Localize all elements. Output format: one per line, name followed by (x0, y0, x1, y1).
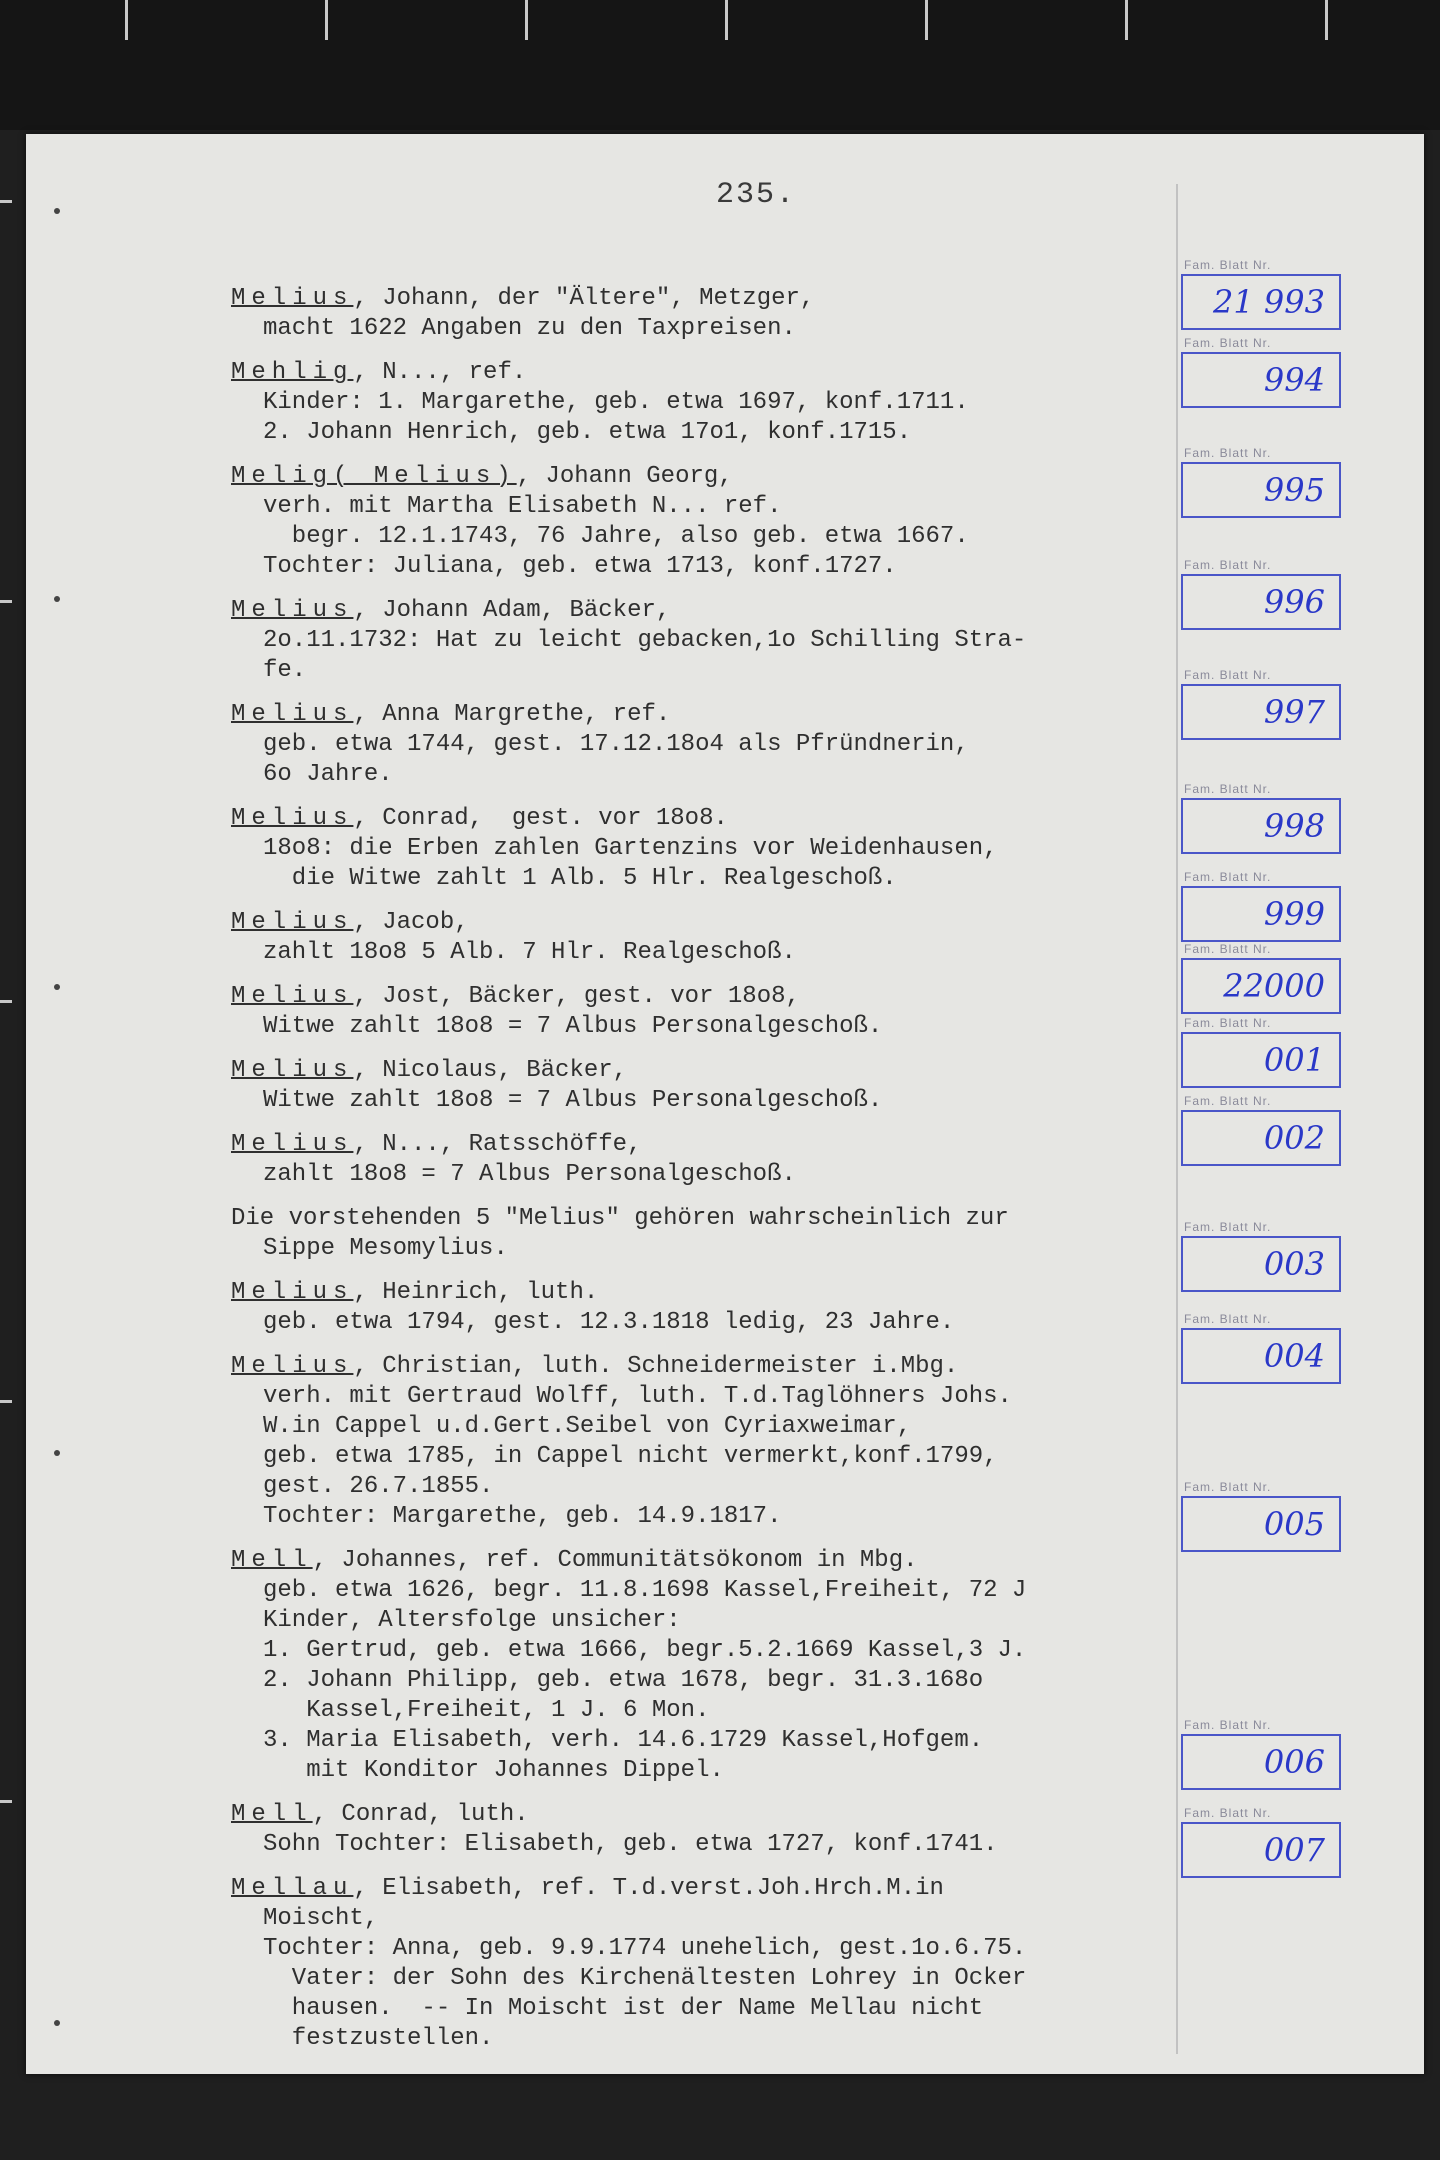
genealogy-entry (231, 1800, 1221, 1860)
entry-line: mit Konditor Johannes Dippel. (263, 1757, 724, 1784)
entry-line: Kinder: 1. Margarethe, geb. etwa 1697, konf.1711. (263, 389, 969, 416)
entry-surname: Melius (231, 1353, 354, 1380)
entry-line: 2. Johann Henrich, geb. etwa 17o1, konf.1715. (263, 419, 912, 446)
entry-line (231, 908, 1221, 938)
fam-blatt-label: Fam. Blatt Nr. (1184, 942, 1272, 956)
entry-surname: Mellau (231, 1875, 354, 1902)
entry-line (231, 1056, 1221, 1086)
note-paragraph (231, 1204, 1221, 1264)
film-side-tick (0, 1400, 12, 1403)
entry-line: Tochter: Margarethe, geb. 14.9.1817. (263, 1503, 782, 1530)
entry-line (231, 358, 1221, 388)
entry-text: , Jacob, (353, 909, 469, 936)
genealogy-entry (231, 700, 1221, 790)
entry-surname: Melius (231, 909, 354, 936)
fam-number-box: 006 (1181, 1734, 1341, 1790)
entry-text: , Johann Georg, (516, 463, 733, 490)
punch-dot (54, 984, 60, 990)
fam-number-box: 005 (1181, 1496, 1341, 1552)
entry-text: , Johannes, ref. Communitätsökonom in Mbg. (312, 1547, 918, 1574)
entry-line: geb. etwa 1626, begr. 11.8.1698 Kassel,Freiheit, 72 J (263, 1577, 1027, 1604)
fam-blatt-label: Fam. Blatt Nr. (1184, 258, 1272, 272)
entry-line: geb. etwa 1744, gest. 17.12.18o4 als Pfründnerin, (263, 731, 969, 758)
entry-line: Vater: der Sohn des Kirchenältesten Lohrey in Ocker (263, 1965, 1027, 1992)
fam-blatt-label: Fam. Blatt Nr. (1184, 1094, 1272, 1108)
entry-line: Witwe zahlt 18o8 = 7 Albus Personalgeschoß. (263, 1087, 883, 1114)
entry-line: 6o Jahre. (263, 761, 393, 788)
fam-blatt-label: Fam. Blatt Nr. (1184, 336, 1272, 350)
entry-line: macht 1622 Angaben zu den Taxpreisen. (263, 315, 796, 342)
genealogy-entry (231, 1130, 1221, 1190)
fam-blatt-label: Fam. Blatt Nr. (1184, 558, 1272, 572)
punch-dot (54, 596, 60, 602)
entry-line: 3. Maria Elisabeth, verh. 14.6.1729 Kassel,Hofgem. (263, 1727, 984, 1754)
entry-line (231, 1800, 1221, 1830)
punch-dot (54, 1450, 60, 1456)
entry-surname: Mehlig (231, 359, 354, 386)
film-side-tick (0, 1800, 12, 1803)
fam-number-box: 994 (1181, 352, 1341, 408)
entry-line (231, 700, 1221, 730)
fam-blatt-label: Fam. Blatt Nr. (1184, 782, 1272, 796)
entry-line: 2o.11.1732: Hat zu leicht gebacken,1o Schilling Stra- (263, 627, 1027, 654)
entry-line: die Witwe zahlt 1 Alb. 5 Hlr. Realgeschoß. (263, 865, 897, 892)
entry-text: , N..., ref. (353, 359, 527, 386)
fam-blatt-label: Fam. Blatt Nr. (1184, 1480, 1272, 1494)
entry-text: , Johann, der "Ältere", Metzger, (353, 285, 815, 312)
entry-surname: Melig( Melius) (231, 463, 517, 490)
entry-line (231, 284, 1221, 314)
fam-number-box: 996 (1181, 574, 1341, 630)
fam-blatt-label: Fam. Blatt Nr. (1184, 668, 1272, 682)
entry-line: Moischt, (263, 1905, 379, 1932)
entry-text: , Heinrich, luth. (353, 1279, 599, 1306)
entry-line (231, 1130, 1221, 1160)
fam-number-box: 001 (1181, 1032, 1341, 1088)
entry-surname: Mell (231, 1547, 313, 1574)
genealogy-entry (231, 908, 1221, 968)
entry-surname: Mell (231, 1801, 313, 1828)
entry-line: 18o8: die Erben zahlen Gartenzins vor Weidenhausen, (263, 835, 998, 862)
entry-surname: Melius (231, 597, 354, 624)
fam-number-box: 002 (1181, 1110, 1341, 1166)
fam-blatt-label: Fam. Blatt Nr. (1184, 1718, 1272, 1732)
genealogy-entry (231, 596, 1221, 686)
genealogy-entry (231, 358, 1221, 448)
fam-blatt-label: Fam. Blatt Nr. (1184, 1806, 1272, 1820)
document-page (26, 134, 1424, 2074)
genealogy-entry (231, 982, 1221, 1042)
film-tick (125, 0, 128, 40)
film-side-tick (0, 600, 12, 603)
note-line: Sippe Mesomylius. (263, 1235, 508, 1262)
entry-line (231, 804, 1221, 834)
entry-line: verh. mit Gertraud Wolff, luth. T.d.Taglöhners Johs. (263, 1383, 1012, 1410)
genealogy-entry (231, 1874, 1221, 2054)
entry-line: Witwe zahlt 18o8 = 7 Albus Personalgeschoß. (263, 1013, 883, 1040)
entry-line: begr. 12.1.1743, 76 Jahre, also geb. etwa 1667. (263, 523, 969, 550)
genealogy-entry (231, 1056, 1221, 1116)
entry-line: fe. (263, 657, 307, 684)
entry-line: Tochter: Juliana, geb. etwa 1713, konf.1727. (263, 553, 897, 580)
entry-line: Kassel,Freiheit, 1 J. 6 Mon. (263, 1697, 710, 1724)
entry-line: geb. etwa 1785, in Cappel nicht vermerkt,konf.1799, (263, 1443, 998, 1470)
fam-number-box: 998 (1181, 798, 1341, 854)
entry-surname: Melius (231, 1131, 354, 1158)
entry-line (231, 462, 1221, 492)
entry-line: Kinder, Altersfolge unsicher: (263, 1607, 681, 1634)
fam-number-box: 21 993 (1181, 274, 1341, 330)
film-tick (725, 0, 728, 40)
entry-line: gest. 26.7.1855. (263, 1473, 494, 1500)
entry-line: zahlt 18o8 5 Alb. 7 Hlr. Realgeschoß. (263, 939, 796, 966)
film-tick (325, 0, 328, 40)
entry-surname: Melius (231, 1057, 354, 1084)
entry-text: , N..., Ratsschöffe, (353, 1131, 642, 1158)
entry-line (231, 1352, 1221, 1382)
fam-number-box: 007 (1181, 1822, 1341, 1878)
entry-text: , Jost, Bäcker, gest. vor 18o8, (353, 983, 800, 1010)
entry-line: 2. Johann Philipp, geb. etwa 1678, begr. 31.3.168o (263, 1667, 984, 1694)
film-side-tick (0, 1000, 12, 1003)
fam-blatt-label: Fam. Blatt Nr. (1184, 446, 1272, 460)
fam-number-box: 003 (1181, 1236, 1341, 1292)
fam-blatt-label: Fam. Blatt Nr. (1184, 1220, 1272, 1234)
page-number: 235. (716, 178, 797, 212)
fam-blatt-label: Fam. Blatt Nr. (1184, 1016, 1272, 1030)
entry-line: Sohn Tochter: Elisabeth, geb. etwa 1727, konf.1741. (263, 1831, 998, 1858)
fam-number-box: 997 (1181, 684, 1341, 740)
fam-number-box: 004 (1181, 1328, 1341, 1384)
entry-text: , Nicolaus, Bäcker, (353, 1057, 628, 1084)
film-tick (1325, 0, 1328, 40)
entry-text: , Anna Margrethe, ref. (353, 701, 671, 728)
entry-line: festzustellen. (263, 2025, 494, 2052)
entry-line: W.in Cappel u.d.Gert.Seibel von Cyriaxweimar, (263, 1413, 912, 1440)
film-tick (925, 0, 928, 40)
film-tick (525, 0, 528, 40)
entry-line (231, 982, 1221, 1012)
entry-surname: Melius (231, 285, 354, 312)
entry-line: 1. Gertrud, geb. etwa 1666, begr.5.2.1669 Kassel,3 J. (263, 1637, 1027, 1664)
entry-line: hausen. -- In Moischt ist der Name Mellau nicht (263, 1995, 984, 2022)
punch-dot (54, 208, 60, 214)
fam-blatt-label: Fam. Blatt Nr. (1184, 1312, 1272, 1326)
entry-list (231, 284, 1221, 2068)
genealogy-entry (231, 804, 1221, 894)
entry-surname: Melius (231, 1279, 354, 1306)
film-top-strip (0, 0, 1440, 130)
entry-text: , Johann Adam, Bäcker, (353, 597, 671, 624)
entry-surname: Melius (231, 805, 354, 832)
entry-surname: Melius (231, 983, 354, 1010)
entry-line: geb. etwa 1794, gest. 12.3.1818 ledig, 23 Jahre. (263, 1309, 955, 1336)
genealogy-entry (231, 1546, 1221, 1786)
entry-text: , Conrad, luth. (312, 1801, 529, 1828)
fam-number-box: 995 (1181, 462, 1341, 518)
fam-blatt-label: Fam. Blatt Nr. (1184, 870, 1272, 884)
entry-text: , Conrad, gest. vor 18o8. (353, 805, 728, 832)
fam-number-box: 22000 (1181, 958, 1341, 1014)
entry-line (231, 1278, 1221, 1308)
film-side-tick (0, 200, 12, 203)
entry-line (231, 1546, 1221, 1576)
entry-line (231, 1874, 1221, 1904)
fam-number-box: 999 (1181, 886, 1341, 942)
genealogy-entry (231, 1278, 1221, 1338)
genealogy-entry (231, 284, 1221, 344)
entry-line: zahlt 18o8 = 7 Albus Personalgeschoß. (263, 1161, 796, 1188)
film-tick (1125, 0, 1128, 40)
entry-surname: Melius (231, 701, 354, 728)
entry-line (231, 596, 1221, 626)
entry-line: verh. mit Martha Elisabeth N... ref. (263, 493, 782, 520)
entry-text: , Christian, luth. Schneidermeister i.Mbg. (353, 1353, 959, 1380)
entry-text: , Elisabeth, ref. T.d.verst.Joh.Hrch.M.in (353, 1875, 944, 1902)
genealogy-entry (231, 462, 1221, 582)
entry-line: Tochter: Anna, geb. 9.9.1774 unehelich, gest.1o.6.75. (263, 1935, 1027, 1962)
note-line: Die vorstehenden 5 "Melius" gehören wahrscheinlich zur (231, 1205, 1009, 1232)
genealogy-entry (231, 1352, 1221, 1532)
punch-dot (54, 2020, 60, 2026)
